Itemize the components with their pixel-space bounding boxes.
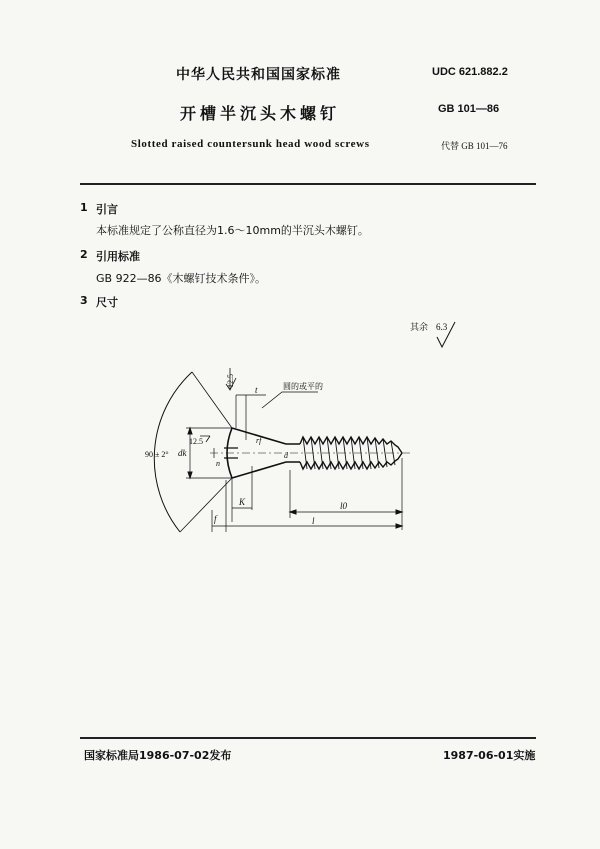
gb-standard-number: GB 101—86: [438, 103, 500, 115]
roughness-prefix: 其余: [410, 322, 429, 332]
roughness-head-label: 12.5: [226, 374, 235, 388]
rf-label: rf: [256, 436, 262, 445]
n-label: n: [216, 459, 220, 468]
section-2-title: 引用标准: [96, 250, 140, 263]
document-title-english: Slotted raised countersunk head wood screws: [131, 138, 370, 150]
replaces-standard: 代替 GB 101—76: [441, 141, 508, 151]
section-3-title: 尺寸: [96, 296, 118, 309]
dk-label: dk: [178, 448, 187, 458]
standard-organization: 中华人民共和国国家标准: [176, 67, 341, 83]
f-label: f: [214, 514, 217, 524]
angle-label: 90 ± 2°: [145, 450, 169, 459]
section-2-body: GB 922—86《木螺钉技术条件》。: [96, 272, 267, 285]
udc-code: UDC 621.882.2: [432, 66, 508, 78]
section-1-title: 引言: [96, 203, 118, 216]
surface-note: 圆的或平的: [283, 382, 323, 391]
footer-divider: [80, 737, 536, 739]
t-label: t: [255, 385, 258, 395]
roughness-value: 6.3: [436, 322, 448, 332]
issue-date: 国家标准局1986-07-02发布: [84, 749, 232, 762]
document-title-chinese: 开槽半沉头木螺钉: [180, 104, 341, 123]
effective-date: 1987-06-01实施: [443, 749, 536, 762]
section-2-number: 2: [80, 248, 88, 261]
section-1-number: 1: [80, 201, 88, 214]
surface-note-leader: [262, 392, 318, 408]
l0-label: l0: [340, 501, 348, 511]
d-label: d: [284, 451, 288, 460]
roughness-slot-label: 12.5: [189, 437, 203, 446]
k-label: K: [239, 497, 246, 507]
l-label: l: [312, 516, 315, 526]
section-3-number: 3: [80, 294, 88, 307]
section-1-body: 本标准规定了公称直径为1.6～10mm的半沉头木螺钉。: [96, 224, 369, 237]
